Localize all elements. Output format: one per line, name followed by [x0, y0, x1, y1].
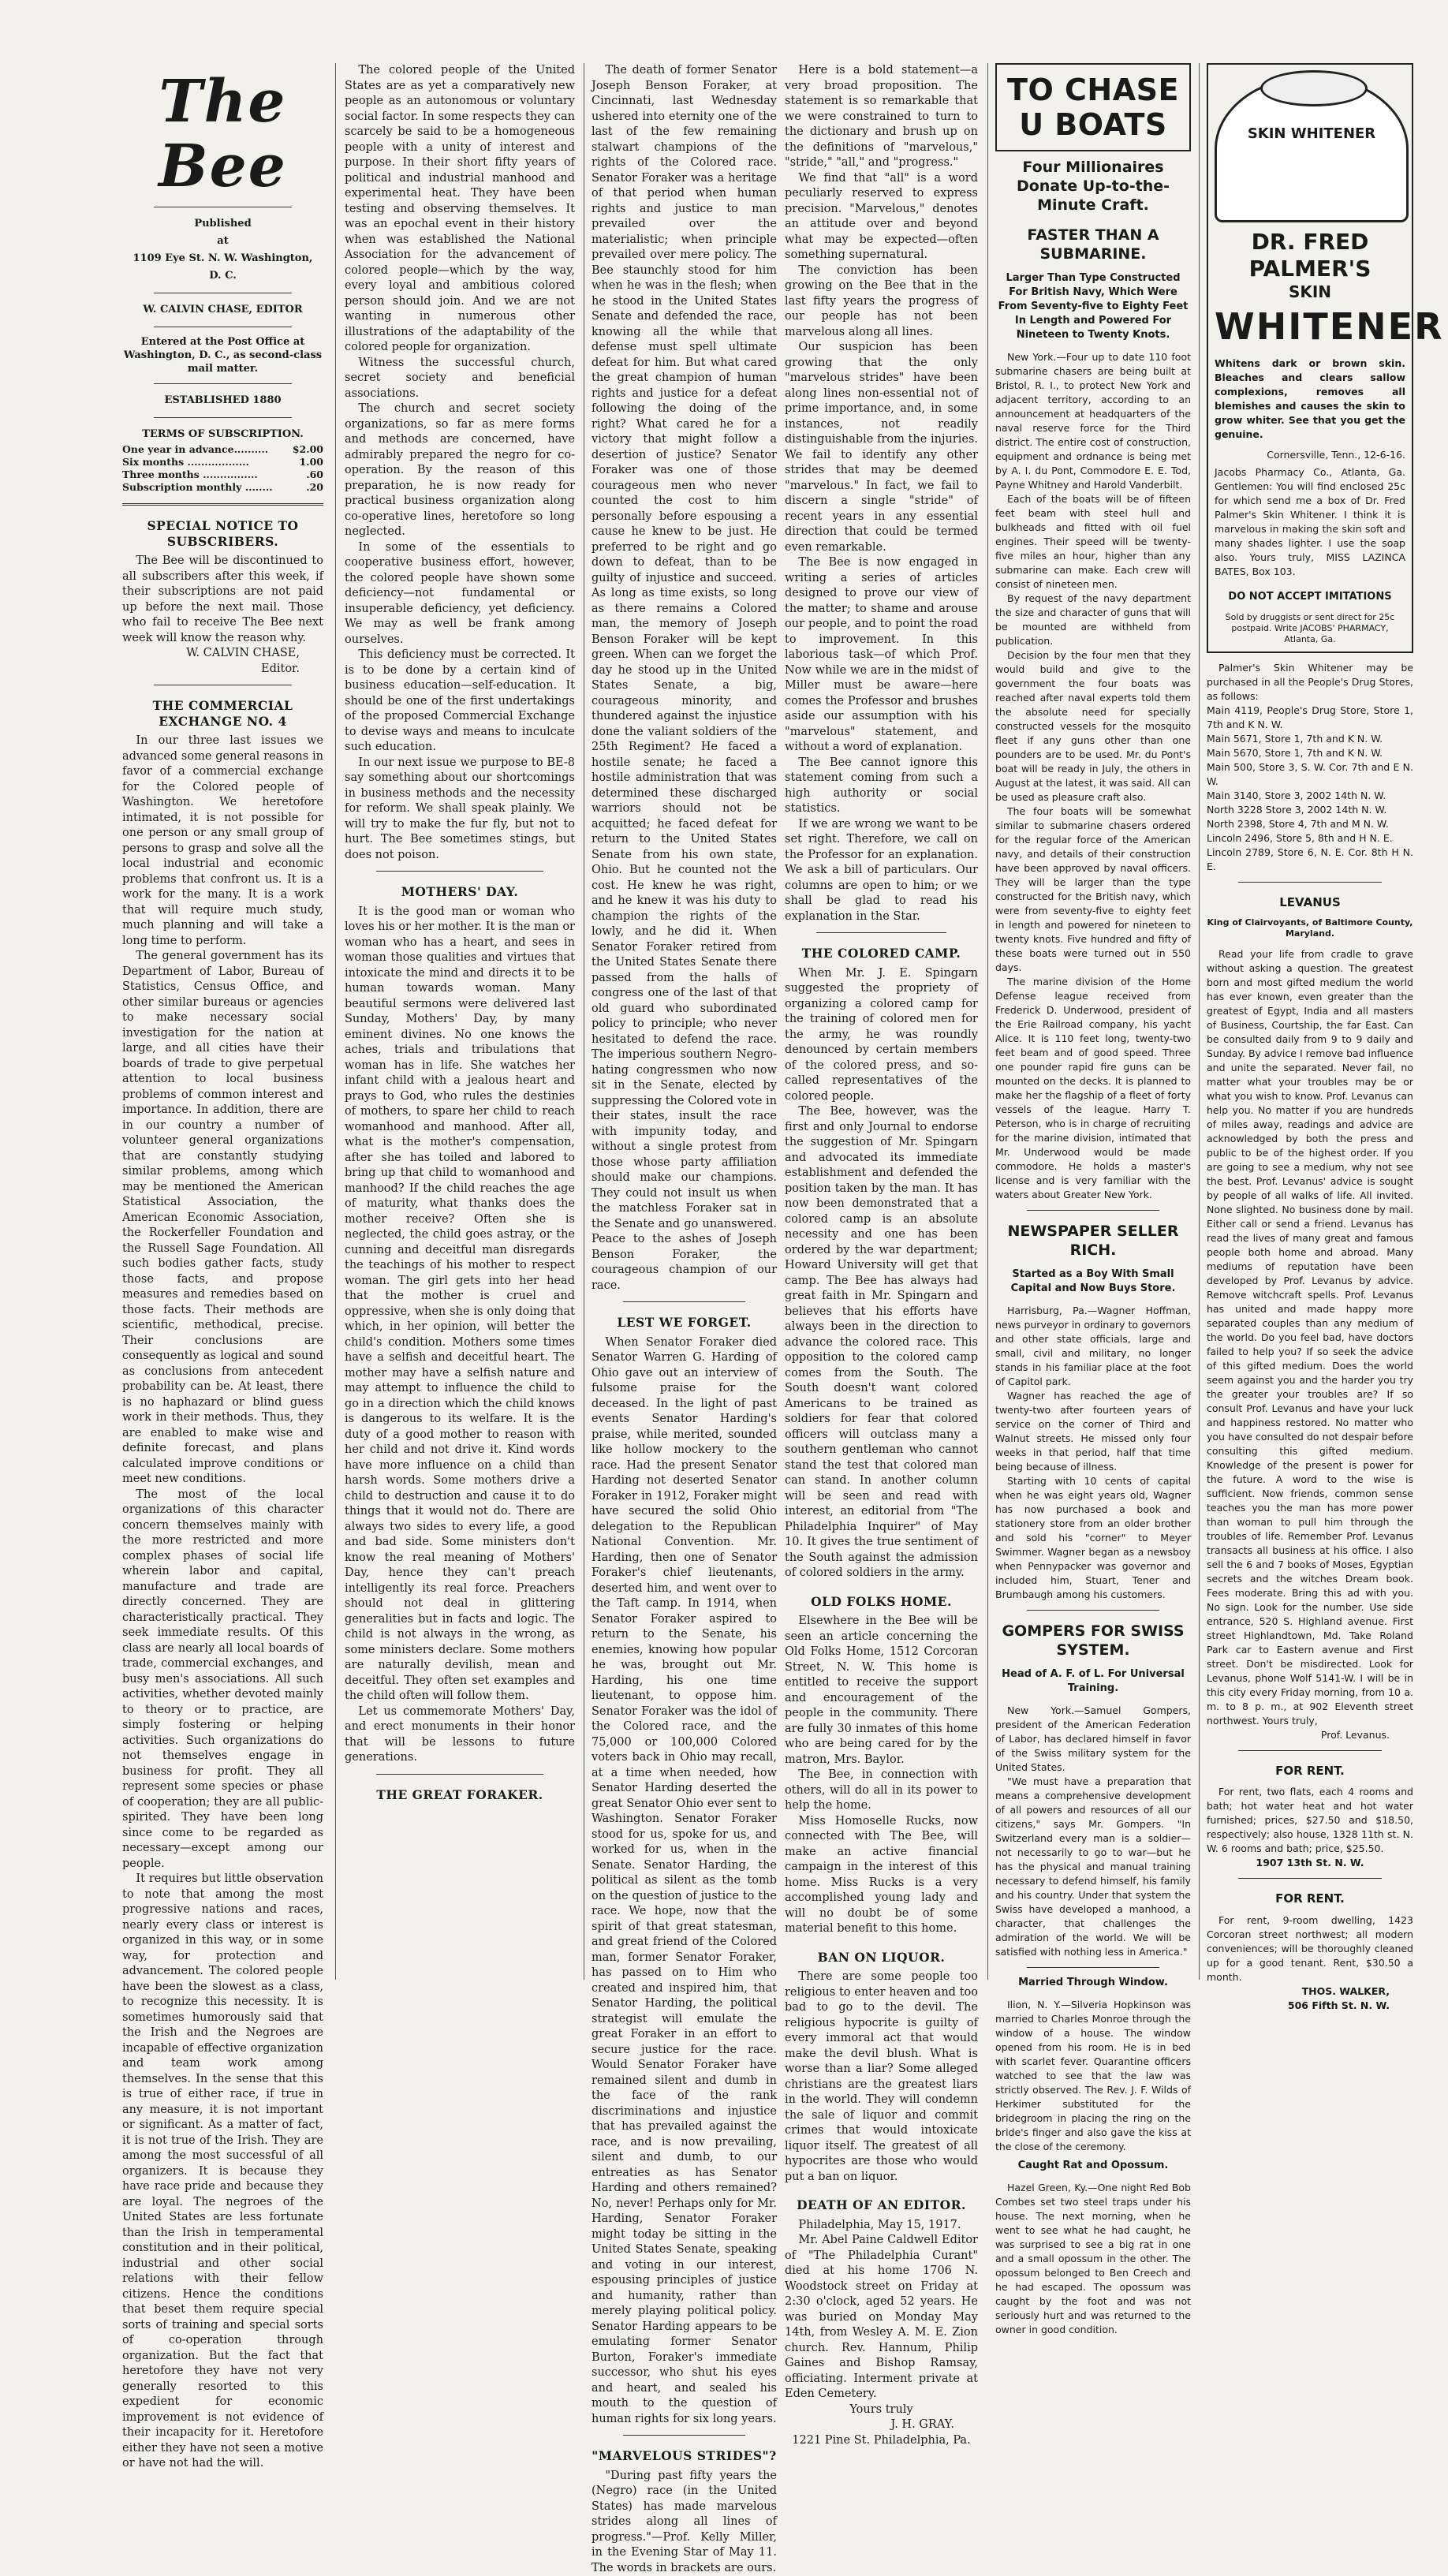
stores-list [1207, 704, 1413, 874]
column-1 [122, 69, 323, 2472]
newspaper-seller-heading: NEWSPAPER SELLER RICH. [995, 1222, 1191, 1260]
article-paragraph: Ilion, N. Y.—Silveria Hopkinson was married to Charles Monroe through the window of a house. The window opened from his room. He is in bed with scarlet fever. Quarantine officers watched to see that the law was strictly observed. The Rev. J. F. Wilds of Herkimer substituted for the bridegroom in placing the ring on the bride's finger and also gave the kiss at the close of the ceremony. [995, 1998, 1191, 2154]
established-line: ESTABLISHED 1880 [122, 392, 323, 409]
lest-we-forget-heading: LEST WE FORGET. [592, 1315, 777, 1331]
article-paragraph: "We must have a preparation that means a comprehensive development of all powers and resources of all our citizens," says Mr. Gompers. "In Switzerland every man is a soldier—not necessarily to go to war—but he has the physical and manual training necessary to defend himself, his family and his country. Under that system the Swiss have developed a manhood, a character, that challenges the admiration of the world. We will be satisfied with nothing less in America." [995, 1775, 1191, 1959]
article-paragraph: The Bee, in connection with others, will do all in its power to help the home. [785, 1768, 978, 1814]
article-paragraph: Here is a bold statement—a very broad proposition. The statement is so remarkable that we were constrained to turn to the dictionary and brush up on the definitions of "marvelous," "stride," "all," and "progress." [785, 63, 978, 171]
old-folks-heading: OLD FOLKS HOME. [785, 1594, 978, 1610]
address-line: 1109 Eye St. N. W. Washington, [122, 250, 323, 267]
newspaper-seller-deck: Started as a Boy With Small Capital and Now Buys Store. [995, 1267, 1191, 1296]
great-foraker-heading: THE GREAT FORAKER. [345, 1787, 575, 1803]
u-boats-heading: TO CHASE U BOATS [1000, 73, 1186, 142]
article-paragraph: Wagner has reached the age of twenty-two after fourteen years of service on the corner of Third and Walnut streets. He missed only four weeks in that period, half that time being because of illness. [995, 1389, 1191, 1474]
article-paragraph: The Bee, however, was the first and only Journal to endorse the suggestion of Mr. Spingarn and advocated its immediate establishment and defended the position taken by the man. It has now been demonstrated that a colored camp is an absolute necessity and one has been ordered by the war department; Howard University will get that camp. The Bee has always had great faith in Mr. Spingarn and believes that his efforts have always been in the direction to advance the colored race. This opposition to the colored camp comes from the South. The South doesn't want colored Americans to be trained as soldiers for fear that colored officers will outclass many a southern gentleman who cannot stand the test that colored man can stand. In another column will be seen and read with interest, an editorial from "The Philadelphia Inquirer" of May 10. It gives the true sentiment of the South against the admission of colored soldiers in the army. [785, 1104, 978, 1581]
for-rent-owner: THOS. WALKER, [1207, 1984, 1390, 1999]
u-boats-deck1: Four Millionaires Donate Up-to-the-Minute Craft. [995, 158, 1191, 215]
whitener-sold-by: Sold by druggists or sent direct for 25c postpaid. Write JACOBS' PHARMACY, Atlanta, Ga. [1215, 612, 1405, 645]
whitener-place: Cornersville, Tenn., 12-6-16. [1215, 448, 1405, 462]
article-paragraph: New York.—Samuel Gompers, president of the American Federation of Labor, has declared himself in favor of the Swiss military system for the United States. [995, 1704, 1191, 1775]
whitener-tagline: Whitens dark or brown skin. Bleaches and clears sallow complexions, removes all blemishes and causes the skin to grow whiter. See that you get the genuine. [1215, 357, 1405, 442]
article-paragraph: If we are wrong we want to be set right. Therefore, we call on the Professor for an explanation. We ask a bill of particulars. Our columns are open to him; or we shall be glad to read his explanation in the Star. [785, 817, 978, 925]
column-rule [987, 63, 988, 1980]
terms-row: Subscription monthly ........ .20 [122, 481, 323, 494]
store-item: Main 5670, Store 1, 7th and K N. W. [1207, 746, 1413, 760]
levanus-deck: King of Clairvoyants, of Baltimore County, Maryland. [1207, 917, 1413, 939]
gompers-deck: Head of A. F. of L. For Universal Training. [995, 1667, 1191, 1696]
stores-intro: Palmer's Skin Whitener may be purchased in all the People's Drug Stores, as follows: [1207, 661, 1413, 704]
whitener-brand: DR. FRED PALMER'S [1215, 229, 1405, 282]
closing: Yours truly [785, 2402, 978, 2418]
article-paragraph: Mr. Abel Paine Caldwell Editor of "The Philadelphia Curant" died at his home 1706 N. Woodstock street on Friday at 2:30 o'clock, aged 52 years. He was buried on Monday May 14th, from Wesley A. M. E. Zion church. Rev. Hannum, Philip Gaines and Bishop Ramsay, officiating. Interment private at Eden Cemetery. [785, 2233, 978, 2402]
gompers-heading: GOMPERS FOR SWISS SYSTEM. [995, 1622, 1191, 1659]
article-paragraph: In our next issue we purpose to BE-8 say something about our shortcomings in business methods and the necessity for reform. We shall speak plainly. We will try to make the fur fly, but not to hurt. The Bee sometimes stings, but does not poison. [345, 756, 575, 864]
article-paragraph: The conviction has been growing on the Bee that in the last fifty years the progress of our people has not been marvelous along all lines. [785, 263, 978, 341]
for-rent-address: 1907 13th St. N. W. [1207, 1856, 1413, 1870]
article-paragraph: Elsewhere in the Bee will be seen an article concerning the Old Folks Home, 1512 Corcoran Street, N. W. This home is entitled to receive the support and encouragement of the people in the community. There are fully 30 inmates of this home who are being cared for by the matron, Mrs. Baylor. [785, 1614, 978, 1768]
signer: J. H. GRAY. [785, 2417, 954, 2433]
article-paragraph: In some of the essentials to cooperative business effort, however, the colored people have shown some deficiency—not fundamental or insuperable deficiency, yet deficiency. We may as well be frank among ourselves. [345, 540, 575, 648]
column-2 [345, 63, 575, 1980]
colored-camp-heading: THE COLORED CAMP. [785, 946, 978, 961]
mothers-day-heading: MOTHERS' DAY. [345, 884, 575, 900]
u-boats-deck2: FASTER THAN A SUBMARINE. [995, 226, 1191, 263]
store-item: Lincoln 2789, Store 6, N. E. Cor. 8th H N. E. [1207, 846, 1413, 874]
signer-address: 1221 Pine St. Philadelphia, Pa. [785, 2433, 978, 2449]
special-notice-signature: W. CALVIN CHASE, [122, 646, 300, 662]
article-paragraph: The colored people of the United States are as yet a comparatively new people as an autonomous or voluntary social factor. In some respects they can scarcely be said to be a homogeneous people with a unity of interest and purpose. In their short fifty years of political and industrial manhood and experimental heat. They have been testing and observing themselves. It was an epochal event in their history when was established the National Association for the advancement of colored people—which by the way, every loyal and ambitious colored person should join. And we are not wanting in numerous other illustrations of the adaptability of the colored people for organization. [345, 63, 575, 356]
article-paragraph: Let us commemorate Mothers' Day, and erect monuments in their honor that will be lessons to future generations. [345, 1704, 575, 1766]
entered-line: Entered at the Post Office at Washington, D. C., as second-class mail matter. [122, 335, 323, 375]
column-4 [995, 63, 1191, 1980]
article-paragraph: When Senator Foraker died Senator Warren G. Harding of Ohio gave out an interview of fulsome praise for the deceased. In the light of past events Senator Harding's praise, while merited, sounded like hollow mockery to the race. Had the present Senator Harding not deserted Senator Foraker in 1912, Foraker might have secured the solid Ohio delegation to the Republican National Convention. Mr. Harding, then one of Senator Foraker's chief lieutenants, deserted him, and went over to the Taft camp. In 1914, when Senator Foraker aspired to return to the Senate, his enemies, knowing how popular he was, brought out Mr. Harding, his one time lieutenant, to oppose him. Senator Foraker was the idol of the Colored race, and the 75,000 or 100,000 Colored voters back in Ohio may recall, at a time when needed, how Senator Harding deserted the great Senator Ohio ever sent to Washington. Senator Foraker stood for us, spoke for us, and worked for us, when in the Senate. Senator Harding, the political as silent as the tomb on the question of justice to the race. We hope, now that the spirit of that great statesman, and great friend of the Colored man, former Senator Foraker, has passed on to Him who created and inspired him, that Senator Harding, the political strategist will emulate the great Foraker in an effort to secure justice for the race. Would Senator Foraker have remained silent and dumb in the face of the rank discriminations and injustice that has prevailed against the race, and is now prevailing, silent and dumb, to our entreaties as has Senator Harding and others remained? No, never! Perhaps only for Mr. Harding, Senator Foraker might today be sitting in the United States Senate, speaking and voting in our interest, espousing principles of justice and humanity, rather than merely playing political policy. Senator Harding appears to be emulating former Senator Burton, Foraker's immediate successor, who shut his eyes and heart, and sealed his mouth to the question of human rights for six long years. [592, 1335, 777, 2428]
whitener-skin: SKIN [1215, 282, 1405, 301]
store-item: Main 3140, Store 3, 2002 14th N. W. [1207, 789, 1413, 803]
article-paragraph: Decision by the four men that they would build and give to the government the four boats was reached after naval experts told them the absolute need for specially constructed vessels for the mosquito fleet if any guns other than one pounders are to be used. Mr. du Pont's boat will be ready in July, the others in August at the latest, it was said. All can be used as pleasure craft also. [995, 648, 1191, 805]
marvelous-strides-heading: "MARVELOUS STRIDES"? [592, 2448, 777, 2464]
terms-table [122, 443, 323, 494]
ban-liquor-heading: BAN ON LIQUOR. [785, 1950, 978, 1966]
for-rent-owner-address: 506 Fifth St. N. W. [1207, 1999, 1390, 2013]
article-paragraph: Each of the boats will be of fifteen feet beam with steel hull and bulkheads and fitted with oil fuel engines. Their speed will be twenty-five miles an hour, higher than any submarine can make. Each crew will consist of nineteen men. [995, 492, 1191, 592]
jar-label: SKIN WHITENER [1233, 125, 1390, 143]
terms-row: Three months ................ .60 [122, 469, 323, 481]
article-paragraph: The Bee cannot ignore this statement coming from such a high authority or social statistics. [785, 756, 978, 817]
for-rent-body: For rent, two flats, each 4 rooms and bath; hot water heat and hot water furnished; prices, $27.50 and $18.50, respectively; also house, 1328 11th st. N. W. 6 rooms and bath; price, $25.50. [1207, 1785, 1413, 1856]
whitener-jar-image [1215, 76, 1409, 222]
article-paragraph: We find that "all" is a word peculiarly reserved to express precision. "Marvelous," denotes an attitude over and beyond what may be expected—often something supernatural. [785, 171, 978, 263]
married-window-heading: Married Through Window. [995, 1976, 1191, 1990]
store-item: North 3228 Store 3, 2002 14th N. W. [1207, 803, 1413, 817]
whitener-title: WHITENER [1215, 301, 1405, 352]
article-paragraph: The four boats will be somewhat similar to submarine chasers ordered for the regular force of the American navy, and details of their construction have been approved by naval officers. They will be larger than the type constructed for the British navy, which were from seventy-five to eighty feet in length and powered for nineteen to twenty knots. Five hundred and fifty of these boats were turned out in 550 days. [995, 805, 1191, 975]
store-item: Main 4119, People's Drug Store, Store 1, 7th and K N. W. [1207, 704, 1413, 732]
u-boats-heading-box [995, 63, 1191, 151]
published-line: Published [122, 215, 323, 233]
article-paragraph: The marine division of the Home Defense league received from Frederick D. Underwood, president of the Erie Railroad company, his yacht Alice. It is 110 feet long, twenty-two feet beam and of good speed. Three one pounder rapid fire guns can be mounted on the decks. It is planned to make her the flagship of a fleet of forty vessels of the league. Harry T. Peterson, who is in charge of recruiting for the marine division, intimated that Mr. Underwood would be made commodore. He holds a master's license and is very familiar with the waters about Greater New York. [995, 975, 1191, 1202]
column-3a [592, 63, 777, 1980]
article-paragraph: The most of the local organizations of this character concern themselves mainly with the more restricted and more complex phases of social life wherein labor and capital, manufacture and trade are directly concerned. They are characteristically practical. They seek immediate results. Of this class are nearly all local boards of trade, commercial exchanges, and busy men's associations. All such activities, whether devoted mainly to theory or to practice, are simply fostering or helping activities. Such organizations do not themselves engage in business for profit. They all represent some species or phase of cooperation; they are all public-spirited. They have been long since come to be regarded as necessary—except among our people. [122, 1488, 323, 1872]
article-paragraph: The death of former Senator Joseph Benson Foraker, at Cincinnati, last Wednesday ushered into eternity one of the last of the few remaining stalwart champions of the rights of the Colored race. Senator Foraker was a heritage of that period when human rights and justice to man prevailed over the materialistic; when principle prevailed over mere policy. The Bee staunchly stood for him when he was in the flesh; when he stood in the United States Senate and defended the race, knowing all the while that defense must spell ultimate defeat for him. But what cared the great champion of human rights and justice for a defeat following the doing of the right? What cared he for a victory that might follow a desertion of justice? Senator Foraker was one of those courageous men who never counted the cost to him personally before espousing a cause he knew to be just. He preferred to be right and go down to defeat, than to be guilty of injustice and succeed. As long as time exists, so long as there remains a Colored man, the memory of Joseph Benson Foraker will be kept green. When can we forget the day he stood up in the United States Senate, a big, courageous minority, and thundered against the injustice done the valiant soldiers of the 25th Regiment? He faced a hostile senate; he faced a hostile administration that was determined these discharged warriors should not be acquitted; he faced defeat for return to the United States Senate from his own state, Ohio. But he counted not the cost. He knew he was right, and he knew it was his duty to champion the rights of the lowly, and he did it. When Senator Foraker retired from the United States Senate there passed from the halls of congress one of the last of that old guard who subordinated policy to principle; who never hesitated to defend the race. The imperious southern Negro-hating congressmen who now sit in the Senate, elected by suppressing the Colored vote in their states, insult the race with impunity today, and without a single protest from those whose party affiliation should make our champions. They could not insult us when the matchless Foraker sat in the Senate and go unanswered. Peace to the ashes of Joseph Benson Foraker, the courageous champion of our race. [592, 63, 777, 1294]
city-line: D. C. [122, 267, 323, 285]
whitener-warning: DO NOT ACCEPT IMITATIONS [1215, 590, 1405, 604]
article-paragraph: Our suspicion has been growing that the only "marvelous strides" have been along lines non-essential not of prime importance, and, in some instances, not readily distinguishable from the injuries. We fail to identify any other strides that may be deemed "marvelous." In fact, we fail to discern a single "stride" of recent years in any essential direction that could be termed even remarkable. [785, 340, 978, 555]
article-paragraph: "During past fifty years the (Negro) race (in the United States) has made marvelous strides along all lines of progress."—Prof. Kelly Miller, in the Evening Star of May 11. The words in brackets are ours. [592, 2469, 777, 2576]
for-rent-heading-2: FOR RENT. [1207, 1891, 1413, 1907]
article-paragraph: In our three last issues we advanced some general reasons in favor of a commercial exchange for the Colored people of Washington. We heretofore intimated, it is not possible for one person or any small group of persons to grasp and solve all the local industrial and economic problems that confront us. It is a work for the many. It is a work that will require much study, much planning and will take a long time to perform. [122, 734, 323, 949]
article-paragraph: Miss Homoselle Rucks, now connected with The Bee, will make an active financial campaign in the interest of this home. Miss Rucks is a very accomplished young lady and will no doubt be of some material benefit to this home. [785, 1814, 978, 1937]
column-rule [335, 63, 336, 1980]
article-paragraph: This deficiency must be corrected. It is to be done by a certain kind of business education—self-education. It should be one of the first undertakings of the proposed Commercial Exchange to devise ways and means to inculcate such education. [345, 648, 575, 756]
jar-lid [1260, 70, 1368, 106]
article-paragraph: The general government has its Department of Labor, Bureau of Statistics, Census Office, and other similar bureaus or agencies to make necessary social investigation for the nation at large, and all cities have their boards of trade to give perpetual attention to local business problems of common interest and importance. In addition, there are in our country a number of volunteer general organizations that are constantly studying similar problems, among which may be mentioned the American Statistical Association, the American Economic Association, the Rockerfeller Foundation and the Russell Sage Foundation. All such bodies gather facts, study those facts, and propose measures and remedies based on those facts. Their methods are scientific, methodical, precise. Their conclusions are consequently as logical and sound as conclusions from antecedent probability can be. At least, there is no haphazard or blind guess work in their methods. Thus, they are enabled to make wise and definite forecast, and plans calculated improve conditions or meet new conditions. [122, 949, 323, 1488]
death-editor-heading: DEATH OF AN EDITOR. [785, 2197, 978, 2213]
article-paragraph: Philadelphia, May 15, 1917. [785, 2218, 978, 2234]
article-paragraph: New York.—Four up to date 110 foot submarine chasers are being built at Bristol, R. I., to protect New York and adjacent territory, according to an announcement at headquarters of the naval reserve force for the Third district. The entire cost of construction, equipment and ordnance is being met by A. I. du Pont, Commodore E. E. Tod, Payne Whitney and Harold Vanderbilt. [995, 350, 1191, 492]
editor-line: W. CALVIN CHASE, EDITOR [122, 301, 323, 319]
masthead-title: The Bee [122, 69, 323, 199]
terms-heading: TERMS OF SUBSCRIPTION. [122, 426, 323, 443]
u-boats-deck3: Larger Than Type Constructed For British Navy, Which Were From Seventy-five to Eighty Feet In Length and Powered For Nineteen to Twenty Knots. [995, 271, 1191, 342]
whitener-ad [1207, 63, 1413, 653]
special-notice-heading: SPECIAL NOTICE TO SUBSCRIBERS. [122, 518, 323, 549]
article-paragraph: It requires but little observation to note that among the most progressive nations and races, nearly every class or interest is organized in this way, or in some way, for protection and advancement. The colored people have been the slowest as a class, to recognize this necessity. It is sometimes humorously said that the Irish and the Negroes are incapable of effective organization and team work among themselves. In the sense that this is true of either race, if true in any measure, it is not important or significant. As a matter of fact, it is not true of the Irish. They are among the most successful of all organizers. It is because they have race pride and because they are loyal. The negroes of the United States are less fortunate than the Irish in temperamental constitution and in their political, industrial and other social relations with their fellow citizens. Hence the conditions that beset them require special sorts of training and special sorts of co-operation through organization. But the fact that heretofore they have not very generally resorted to this expedient for economic improvement is not evidence of their incapacity for it. Heretofore either they have not seen a motive or have not had the will. [122, 1872, 323, 2472]
column-rule [1199, 63, 1200, 1980]
special-notice-signature-title: Editor. [122, 662, 300, 678]
store-item: Main 500, Store 3, S. W. Cor. 7th and E N. W. [1207, 760, 1413, 789]
article-paragraph: Harrisburg, Pa.—Wagner Hoffman, news purveyor in ordinary to governors and other state officials, large and small, civil and military, no longer stands in his familiar place at the foot of Capitol park. [995, 1304, 1191, 1389]
store-item: North 2398, Store 4, 7th and M N. W. [1207, 817, 1413, 831]
article-paragraph: The church and secret society organizations, so far as mere forms and methods are concerned, have admirably prepared the negro for co-operation. By the reason of this preparation, he is now ready for practical business organization along co-operative lines, heretofore so long neglected. [345, 401, 575, 540]
at-line: at [122, 233, 323, 250]
article-paragraph: When Mr. J. E. Spingarn suggested the propriety of organizing a colored camp for the training of colored men for the army, he was roundly denounced by certain members of the colored press, and so-called representatives of the colored people. [785, 966, 978, 1105]
article-paragraph: By request of the navy department the size and character of guns that will be mounted are withheld from publication. [995, 592, 1191, 648]
article-paragraph: The Bee is now engaged in writing a series of articles designed to prove our view of the matter; to shame and arouse our people, and to point the road to improvement. In this laborious task—of which Prof. Now while we are in the midst of Miller must be aware—here comes the Professor and brushes aside our assumption with his "marvelous" statement, and without a word of explanation. [785, 555, 978, 756]
whitener-letter: Jacobs Pharmacy Co., Atlanta, Ga. Gentlemen: You will find enclosed 25c for which send me a box of Dr. Fred Palmer's Skin Whitener. I think it is marvelous in making the skin soft and many shades lighter. I use the soap also. Yours truly, MISS LAZINCA BATES, Box 103. [1215, 465, 1405, 579]
special-notice-body: The Bee will be discontinued to all subscribers after this week, if their subscriptions are not paid up before the next mail. Those who fail to receive The Bee next week will know the reason why. [122, 554, 323, 646]
levanus-body: Read your life from cradle to grave without asking a question. The greatest born and most gifted medium the world has ever known, even greater than the greatest of Egypt, India and all masters of Business, Courtship, the far East. Can be consulted daily from 9 to 9 daily and Sunday. By advice I remove bad influence and unite the separated. Never fail, no matter what your troubles may be or what you wish to know. Prof. Levanus can help you. No matter if you are hundreds of miles away, readings and advice are acknowledged by both the press and public to be of the highest order. If you are going to see a medium, why not see the best. Prof. Levanus' advice is sought by people of all walks of life. All invited. None slighted. No business done by mail. Either call or send a friend. Levanus has read the lives of many great and famous people both home and abroad. Many mediums of reputation have been developed by Prof. Levanus by advice. Remove witchcraft spells. Prof. Levanus has united and made happy more separated couples than any medium of the world. Do you feel bad, have doctors failed to help you? If so seek the advice of this gifted medium. Does the world seem against you and the harder you try the greater your troubles are? If so consult Prof. Levanus and have your luck and happiness restored. No matter who you have consulted do not despair before consulting this gifted medium. Knowledge of the present is power for the future. A word to the wise is sufficient. Now friends, common sense teaches you the man has more power than woman to pull him through the troubles of life. Remember Prof. Levanus transacts all business at his office. I also sell the 6 and 7 books of Moses, Egyptian secrets and the witches Dream book. Fees moderate. Bring this ad with you. No sign. Look for the number. Use side entrance, 520 S. Highland avenue. First street Highlandtown, Md. Take Roland Park car to Eastern avenue and First street. Don't be misdirected. Look for Levanus, phone Wolf 5141-W. I will be in this city every Friday morning, from 10 a. m. to 8 p. m., at 902 Eleventh street northwest. Yours truly, [1207, 947, 1413, 1728]
article-paragraph: There are some people too religious to enter heaven and too bad to go to the devil. The religious hypocrite is guilty of every immoral act that would make the devil blush. What is worse than a liar? Some alleged christians are the greatest liars in the world. They will condemn the sale of liquor and commit crimes that would intoxicate liquor itself. The greatest of all hypocrites are those who would put a ban on liquor. [785, 1969, 978, 2185]
article-paragraph: Witness the successful church, secret society and beneficial associations. [345, 356, 575, 402]
levanus-heading: LEVANUS [1207, 895, 1413, 911]
terms-row: One year in advance.......... $2.00 [122, 443, 323, 456]
commercial-exchange-heading: THE COMMERCIAL EXCHANGE NO. 4 [122, 698, 323, 729]
store-item: Lincoln 2496, Store 5, 8th and H N. E. [1207, 831, 1413, 846]
for-rent-heading: FOR RENT. [1207, 1764, 1413, 1779]
column-3b [785, 63, 978, 1980]
levanus-sign: Prof. Levanus. [1207, 1728, 1390, 1742]
store-item: Main 5671, Store 1, 7th and K N. W. [1207, 732, 1413, 746]
terms-row: Six months .................. 1.00 [122, 456, 323, 469]
column-5 [1207, 63, 1413, 1980]
rat-opossum-heading: Caught Rat and Opossum. [995, 2159, 1191, 2173]
article-paragraph: Hazel Green, Ky.—One night Red Bob Combes set two steel traps under his house. The next morning, when he went to see what he had caught, he was surprised to see a big rat in one and a small opossum in the other. The opossum belonged to Ben Creech and he had escaped. The opossum was caught by the foot and was not seriously hurt and was returned to the owner in good condition. [995, 2181, 1191, 2337]
for-rent-body-2: For rent, 9-room dwelling, 1423 Corcoran street northwest; all modern conveniences; will be thoroughly cleaned up for a good tenant. Rent, $30.50 a month. [1207, 1913, 1413, 1984]
article-paragraph: Starting with 10 cents of capital when he was eight years old, Wagner has now purchased a book and stationery store from an older brother and sold his "corner" to Meyer Swimmer. Wagner began as a newsboy when Pennypacker was governor and included him, Stuart, Tener and Brumbaugh among his customers. [995, 1474, 1191, 1602]
article-paragraph: It is the good man or woman who loves his or her mother. It is the man or woman who has a heart, and sees in woman those qualities and virtues that intoxicate the mind and directs it to be human towards woman. Many beautiful sermons were delivered last Sunday, Mothers' Day, by many eminent divines. No one knows the aches, trials and tribulations that woman has in life. She watches her infant child with a jealous heart and prays to God, who rules the destinies of mothers, to spare her child to reach womanhood and manhood. After all, what is the mother's compensation, after she has toiled and labored to bring up that child to womanhood and manhood? If the child reaches the age of maturity, what thanks does the mother receive? Often she is neglected, the child goes astray, or the cunning and deceitful man disregards the teachings of his mother to respect woman. The girl gets into her head that the mother is cruel and oppressive, when she is only doing that which, in her opinion, will better the child's condition. Mothers some times have a selfish and deceitful heart. The mother may have a selfish nature and may attempt to influence the child to go in a direction which the child knows is dangerous to its welfare. It is the duty of a good mother to reason with her child and not drive it. Kind words have more influence on a child than harsh words. Some mothers drive a child to destruction and cause it to do things that it would not do. There are always two sides to every life, a good and bad side. Some ministers don't know the real meaning of Mothers' Day, hence they can't preach intelligently its real force. Preachers should not deal in glittering generalities but in facts and logic. The child is not always in the wrong, as some ministers declare. Some mothers are naturally devilish, mean and deceitful. They often set examples and the child often will follow them. [345, 905, 575, 1704]
